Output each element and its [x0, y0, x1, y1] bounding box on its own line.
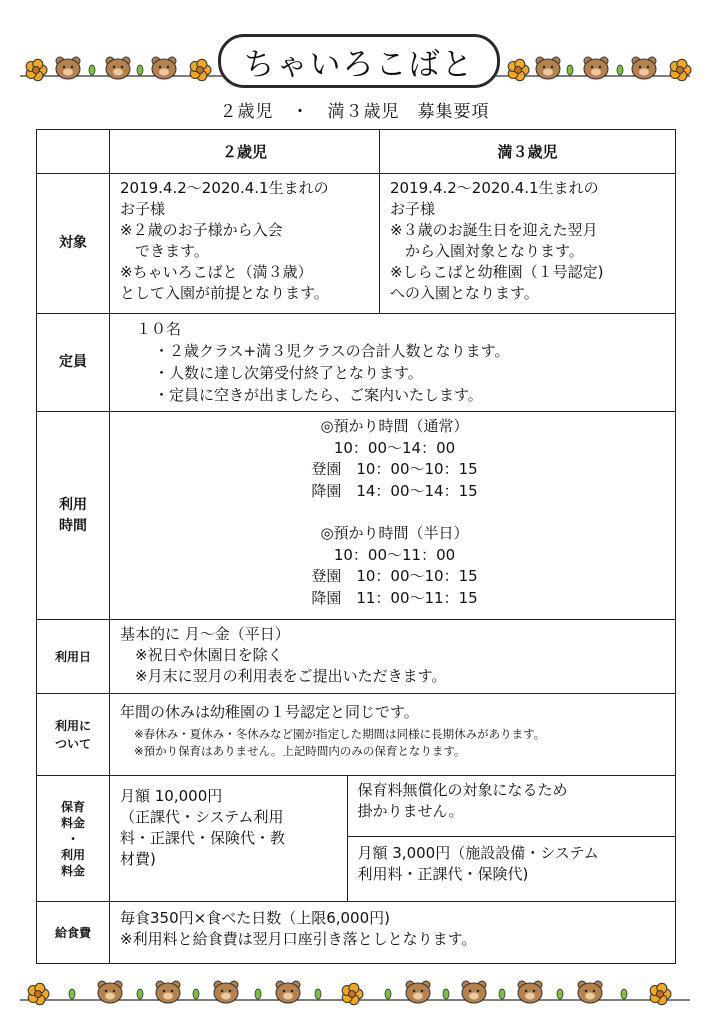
fees-inner-table [110, 776, 675, 901]
text-line: ※祝日や休園日を除く [135, 646, 283, 664]
flower-icon [190, 59, 211, 80]
fees-3yo-free [347, 776, 675, 837]
sprout-icon [443, 989, 449, 999]
bear-icon [276, 981, 300, 1003]
bear-icon [632, 57, 656, 79]
text-line: 料金 [60, 815, 85, 830]
text-line: ※月末に翌月の利用表をご提出いただきます。 [135, 667, 447, 685]
row-capacity [37, 314, 676, 412]
sprout-icon [193, 989, 199, 999]
bear-icon [462, 981, 486, 1003]
sprout-icon [499, 989, 505, 999]
bear-icon [152, 57, 176, 79]
label-hours [37, 412, 110, 620]
text-line: 材費) [120, 850, 156, 868]
text-line: 料・正課代・保険代・教 [120, 829, 286, 847]
sprout-icon [617, 65, 623, 75]
bear-icon [578, 981, 602, 1003]
text-line: ・人数に達し次第受付終了となります。 [154, 364, 423, 382]
sprout-icon [69, 989, 75, 999]
text-line: 2019.4.2～2020.4.1生まれの [390, 179, 599, 197]
text-line: 2019.4.2～2020.4.1生まれの [120, 179, 329, 197]
bear-icon [406, 981, 430, 1003]
text-line: から入園対象となります。 [405, 242, 584, 260]
text-line: 利用に [54, 718, 91, 733]
text-line: 時間 [59, 517, 87, 534]
text-line: （正課代・システム利用 [120, 808, 284, 826]
bear-icon [214, 981, 238, 1003]
text-line: 保育 [60, 799, 85, 814]
flower-icon [26, 59, 47, 80]
text-line: ※ちゃいろこばと（満３歳） [120, 263, 313, 281]
flower-icon [342, 983, 363, 1004]
text-line: ◎預かり時間（通常） [320, 417, 469, 435]
capacity-cell [110, 314, 676, 412]
row-target [37, 174, 676, 314]
bear-icon [56, 57, 80, 79]
row-days [37, 620, 676, 694]
fees-cell [110, 776, 676, 902]
text-line: 月額 3,000円（施設設備・システム [357, 844, 599, 862]
row-hours [37, 412, 676, 620]
row-fees [37, 776, 676, 902]
days-cell [110, 620, 676, 694]
flower-icon [508, 59, 529, 80]
header-blank [37, 130, 110, 174]
sprout-icon [621, 989, 627, 999]
hours-cell [110, 412, 676, 620]
sprout-icon [567, 65, 573, 75]
page-title: ちゃいろこばと [243, 46, 475, 83]
text-line: ※預かり保育はありません。上記時間内のみの保育となります。 [134, 744, 466, 758]
text-line: 利用 [59, 496, 87, 513]
title-frame [218, 34, 500, 88]
text-line: 利用料・正課代・保険代) [357, 865, 529, 883]
label-meal: 給食費 [37, 902, 110, 964]
text-line: ※春休み・夏休み・冬休みなど園が指定した期間は同様に長期休みがあります。 [134, 727, 546, 741]
text-line: お子様 [120, 200, 166, 218]
text-line: ※２歳のお子様から入会 [120, 221, 283, 239]
text-line: 10：00～14：00 [333, 438, 456, 457]
text-line: 10：00～11：00 [333, 545, 456, 564]
text-line: 掛かりません。 [357, 802, 464, 820]
text-line: 料金 [60, 863, 85, 878]
text-line: 登園 10：00～10：15 [311, 460, 478, 478]
flower-icon [650, 983, 671, 1004]
header-2yo: ２歳児 [110, 130, 380, 174]
sprout-icon [89, 65, 95, 75]
sprout-icon [137, 65, 143, 75]
text-line: ついて [54, 736, 91, 751]
page-subtitle: ２歳児 ・ 満３歳児 募集要項 [219, 102, 490, 122]
header-3yo: 満３歳児 [380, 130, 676, 174]
fees-2yo [110, 776, 347, 901]
text-line: 登園 10：00～10：15 [311, 567, 478, 585]
sprout-icon [557, 989, 563, 999]
flower-icon [28, 983, 49, 1004]
text-line: 月額 10,000円 [120, 787, 223, 805]
target-2yo [110, 174, 380, 314]
text-line: 降園 11：00～11：15 [311, 588, 478, 607]
bottom-decoration [0, 972, 709, 1016]
about-cell [110, 694, 676, 776]
bear-icon [536, 57, 560, 79]
fees-3yo-monthly [347, 837, 675, 902]
row-about [37, 694, 676, 776]
header-row [37, 130, 676, 174]
bear-icon [518, 981, 542, 1003]
meal-cell [110, 902, 676, 964]
sprout-icon [137, 989, 143, 999]
bear-icon [98, 981, 122, 1003]
text-line: ※３歳のお誕生日を迎えた翌月 [390, 221, 598, 239]
bear-icon [106, 57, 130, 79]
bear-icon [584, 57, 608, 79]
label-capacity: 定員 [37, 314, 110, 412]
label-fees [37, 776, 110, 902]
text-line: 利用 [60, 847, 85, 862]
text-line: １０名 [136, 320, 182, 338]
recruitment-table [36, 129, 676, 964]
target-3yo [380, 174, 676, 314]
text-line: ・２歳クラス+満３児クラスの合計人数となります。 [154, 342, 510, 360]
text-line: できます。 [135, 242, 209, 260]
row-meal [37, 902, 676, 964]
text-line: お子様 [390, 200, 436, 218]
sprout-icon [385, 989, 391, 999]
text-line: 毎食350円×食べた日数（上限6,000円) [120, 909, 390, 927]
text-line: への入園となります。 [390, 284, 539, 302]
flower-icon [670, 59, 691, 80]
sprout-icon [315, 989, 321, 999]
bear-icon [156, 981, 180, 1003]
text-line: として入園が前提となります。 [120, 284, 329, 302]
text-line: 年間の休みは幼稚園の１号認定と同じです。 [120, 703, 419, 721]
sprout-icon [255, 989, 261, 999]
label-target: 対象 [37, 174, 110, 314]
text-line: 保育料無償化の対象になるため [357, 781, 568, 799]
label-days: 利用日 [37, 620, 110, 694]
label-about [37, 694, 110, 776]
text-line: ・ [66, 831, 79, 846]
text-line: 降園 14：00～14：15 [311, 481, 478, 500]
text-line: ◎預かり時間（半日） [320, 524, 469, 542]
text-line: 基本的に 月～金（平日） [120, 625, 290, 643]
text-line: ・定員に空きが出ましたら、ご案内いたします。 [154, 386, 483, 404]
text-line: ※しらこばと幼稚園（１号認定) [390, 263, 604, 281]
text-line: ※利用料と給食費は翌月口座引き落としとなります。 [120, 930, 477, 948]
